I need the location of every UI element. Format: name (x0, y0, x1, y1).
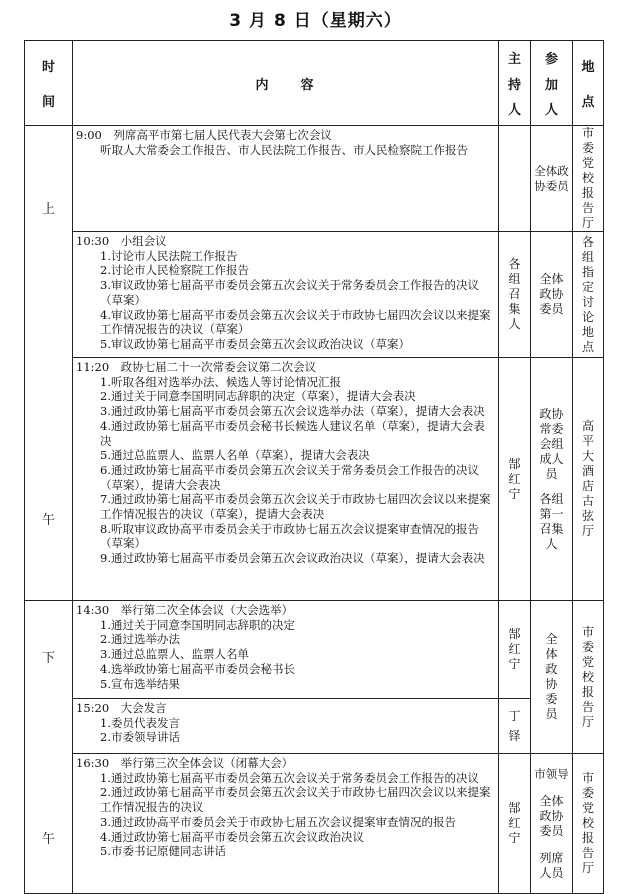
agenda-item: 3.通过总监票人、监票人名单 (100, 647, 249, 662)
host-text: 郜红宁 (508, 627, 521, 671)
agenda-item: 2.市委领导讲话 (100, 730, 180, 745)
participants-text: 政协常委会组成人员 (539, 406, 564, 481)
table-row (25, 232, 604, 358)
participants-text-2: 各组第一召集人 (539, 491, 564, 551)
row-location (573, 126, 604, 232)
table-row (25, 358, 604, 601)
session-heading: 11:20 政协七届二十一次常委会议第二次会议 (76, 360, 317, 374)
row-content (73, 699, 499, 754)
header-row (25, 41, 604, 126)
row-host (499, 232, 531, 358)
agenda-item: 7.通过政协第七届高平市委员会第五次会议关于市政协七届四次会议以来提案工作情况报告的决议（草案），提请大会表决 (100, 492, 491, 522)
period-afternoon-label: 下 午 (41, 651, 55, 847)
row-content (73, 126, 499, 232)
agenda-item: 2.讨论市人民检察院工作报告 (100, 263, 249, 278)
row-content (73, 754, 499, 894)
row-participants (531, 601, 573, 754)
header-content: 内 容 (73, 41, 499, 126)
agenda-item: 5.市委书记原健同志讲话 (100, 844, 226, 859)
row-host (499, 126, 531, 232)
header-location (573, 41, 604, 126)
host-text: 郜红宁 (508, 801, 521, 845)
page-title: 3 月 8 日（星期六） (229, 11, 402, 31)
row-location (573, 601, 604, 754)
table-row (25, 126, 604, 232)
row-content (73, 358, 499, 601)
agenda-item: 3.审议政协第七届高平市委员会第五次会议关于常务委员会工作报告的决议（草案） (100, 278, 479, 307)
agenda-item: 4.通过政协第七届高平市委员会秘书长候选人建议名单（草案），提请大会表决 (100, 418, 485, 448)
session-heading: 15:20 大会发言 (76, 701, 167, 715)
header-time-label: 时 间 (41, 60, 55, 110)
participants-text: 全体政协委员 (534, 163, 569, 193)
row-host (499, 601, 531, 699)
header-participants (531, 41, 573, 126)
participants-text: 全体政协委员 (545, 632, 558, 721)
agenda-item: 4.通过政协第七届高平市委员会第五次会议政治决议 (100, 829, 364, 844)
header-host-label: 主 持 人 (507, 51, 521, 119)
row-content (73, 232, 499, 358)
header-location-label: 地 点 (581, 60, 595, 110)
agenda-item: 1.讨论市人民法院工作报告 (100, 248, 238, 263)
location-text: 市委党校报告厅 (581, 771, 594, 875)
row-participants (531, 232, 573, 358)
table-row (25, 601, 604, 699)
location-text: 市委党校报告厅 (581, 624, 594, 729)
schedule-table (24, 40, 604, 894)
session-heading: 14:30 举行第二次全体会议（大会选举） (76, 603, 294, 617)
row-host (499, 699, 531, 754)
agenda-item: 3.通过政协第七届高平市委员会第五次会议选举办法（草案），提请大会表决 (100, 404, 485, 419)
row-participants (531, 754, 573, 894)
agenda-item: 1.通过关于同意李国明同志辞职的决定 (100, 617, 295, 632)
row-host (499, 358, 531, 601)
participants-text-a: 市领导 (534, 766, 569, 781)
session-heading: 16:30 举行第三次全体会议（闭幕大会） (76, 756, 294, 770)
agenda-item: 5.宣布选举结果 (100, 676, 180, 691)
agenda-item: 3.通过政协高平市委员会关于市政协七届五次会议提案审查情况的报告 (100, 814, 456, 829)
agenda-item: 4.审议政协第七届高平市委员会第五次会议关于市政协七届四次会议以来提案工作情况报告的决议（草案） (100, 307, 491, 337)
host-text: 各组召集人 (508, 257, 521, 331)
row-location (573, 754, 604, 894)
table-row (25, 754, 604, 894)
agenda-item: 2.通过关于同意李国明同志辞职的决定（草案），提请大会表决 (100, 389, 416, 404)
location-text: 高平大酒店古弦厅 (581, 419, 594, 538)
participants-text-b: 全体政协委员 (539, 793, 564, 838)
header-participants-label: 参 加 人 (544, 51, 558, 119)
agenda-item: 9.通过政协第七届高平市委员会第五次会议政治决议（草案），提请大会表决 (100, 551, 485, 566)
agenda-item: 1.委员代表发言 (100, 715, 180, 730)
agenda-item: 4.选举政协第七届高平市委员会秘书长 (100, 661, 295, 676)
header-host (499, 41, 531, 126)
agenda-item: 2.通过选举办法 (100, 632, 180, 647)
agenda-item: 8.听取审议政协高平市委员会关于市政协七届五次会议提案审查情况的报告（草案） (100, 521, 479, 551)
table-row (25, 699, 604, 754)
row-host (499, 754, 531, 894)
agenda-item: 6.通过政协第七届高平市委员会第五次会议关于常务委员会工作报告的决议（草案），提请大会表决 (100, 462, 479, 492)
row-location (573, 358, 604, 601)
period-afternoon (25, 601, 73, 894)
participants-text: 全体政协委员 (539, 272, 564, 316)
session-heading: 9:00 列席高平市第七届人民代表大会第七次会议 (76, 128, 332, 142)
location-text: 各组指定讨论地点 (581, 234, 594, 354)
header-time (25, 41, 73, 126)
session-heading: 10:30 小组会议 (76, 234, 167, 248)
row-participants (531, 358, 573, 601)
location-text: 市委党校报告厅 (581, 126, 594, 230)
agenda-item: 5.审议政协第七届高平市委员会第五次会议政治决议（草案） (100, 336, 410, 351)
agenda-item: 2.通过政协第七届高平市委员会第五次会议关于市政协七届四次会议以来提案工作情况报告的决议 (100, 785, 491, 815)
period-morning-label: 上 午 (41, 202, 55, 528)
participants-text-c: 列席人员 (539, 850, 564, 880)
agenda-item: 1.通过政协第七届高平市委员会第五次会议关于常务委员会工作报告的决议 (100, 770, 479, 785)
period-morning (25, 126, 73, 601)
agenda-item: 1.听取各组对选举办法、候选人等讨论情况汇报 (100, 374, 341, 389)
row-content (73, 601, 499, 699)
agenda-item: 5.通过总监票人、监票人名单（草案），提请大会表决 (100, 448, 370, 463)
host-text: 郜红宁 (508, 456, 521, 501)
agenda-item: 听取人大常委会工作报告、市人民法院工作报告、市人民检察院工作报告 (100, 142, 468, 157)
row-location (573, 232, 604, 358)
row-participants (531, 126, 573, 232)
host-text: 丁铎 (508, 709, 521, 743)
